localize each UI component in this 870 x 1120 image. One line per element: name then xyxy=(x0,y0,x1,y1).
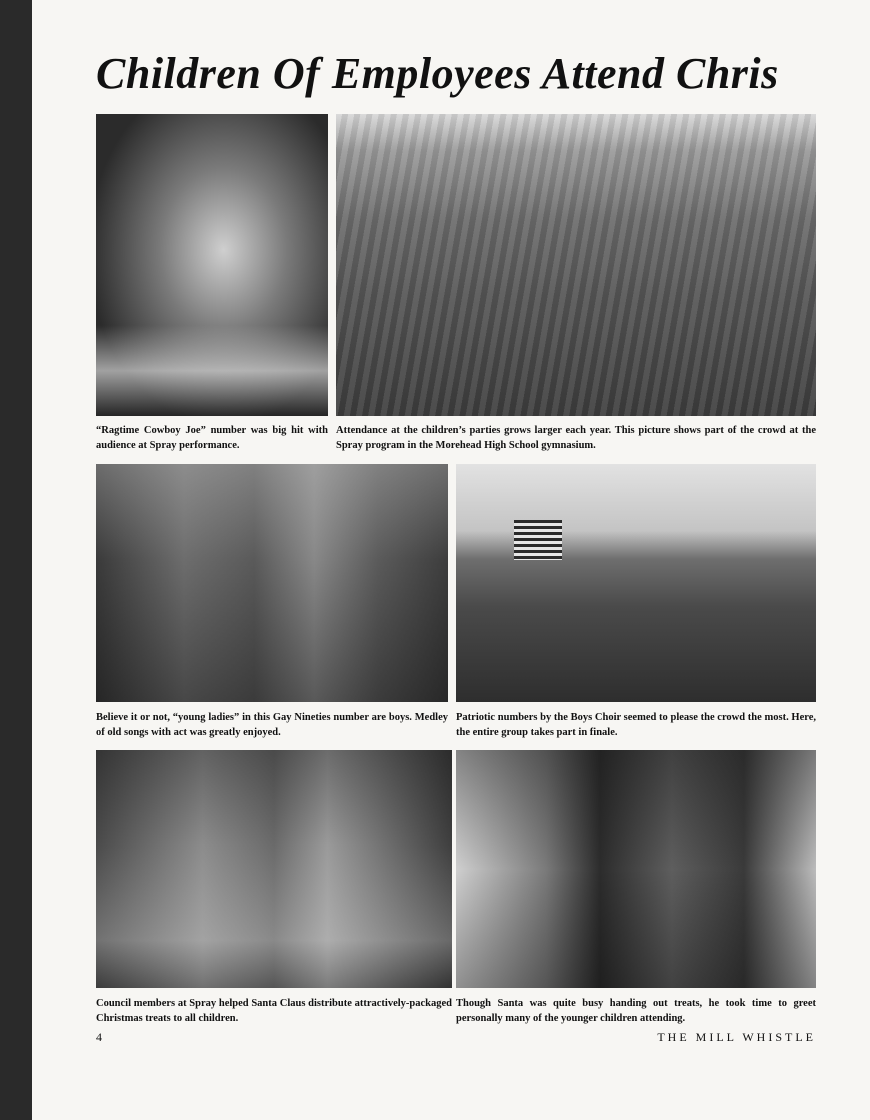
council-members-caption: Council members at Spray helped Santa Claus distribute attractively-packaged Christmas treats to all children. xyxy=(96,998,452,1024)
page-headline: Children Of Employees Attend Chris xyxy=(96,49,779,98)
council-members-photo xyxy=(96,750,452,988)
publication-name: THE MILL WHISTLE xyxy=(657,1030,816,1044)
page-number: 4 xyxy=(96,1030,102,1044)
crowd-gymnasium-photo xyxy=(336,114,816,416)
gay-nineties-photo xyxy=(96,464,448,702)
ragtime-cowboy-joe-caption: “Ragtime Cowboy Joe” number was big hit with audience at Spray performance. xyxy=(96,425,328,451)
santa-greeting-caption: Though Santa was quite busy handing out treats, he took time to greet personally many of the younger children attending. xyxy=(456,998,816,1024)
ragtime-cowboy-joe-photo xyxy=(96,114,328,416)
magazine-page xyxy=(32,0,870,1120)
boys-choir-caption: Patriotic numbers by the Boys Choir seemed to please the crowd the most. Here, the entire group takes part in finale. xyxy=(456,712,816,738)
crowd-gymnasium-caption: Attendance at the children’s parties grows larger each year. This picture shows part of the crowd at the Spray program in the Morehead High School gymnasium. xyxy=(336,425,816,451)
gay-nineties-caption: Believe it or not, “young ladies” in this Gay Nineties number are boys. Medley of old songs with act was greatly enjoyed. xyxy=(96,712,448,738)
boys-choir-photo xyxy=(456,464,816,702)
santa-greeting-photo xyxy=(456,750,816,988)
